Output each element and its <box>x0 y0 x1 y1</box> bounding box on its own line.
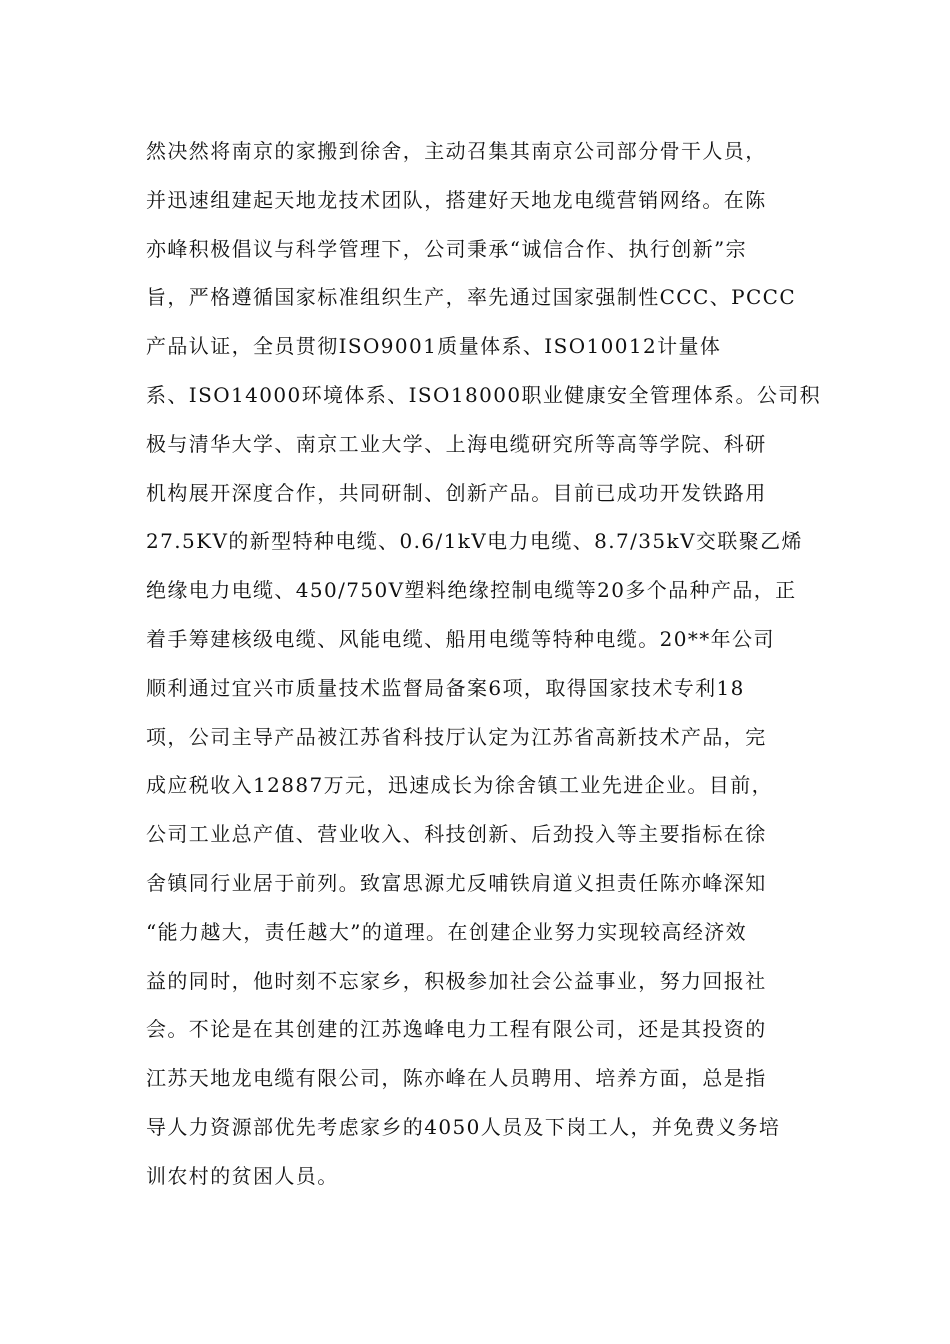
text-line: 旨，严格遵循国家标准组织生产，率先通过国家强制性CCC、PCCC <box>146 285 797 310</box>
text-line: 并迅速组建起天地龙技术团队，搭建好天地龙电缆营销网络。在陈 <box>146 187 767 212</box>
text-line: 训农村的贫困人员。 <box>146 1163 339 1188</box>
text-line: 导人力资源部优先考虑家乡的4050人员及下岗工人，并免费义务培 <box>146 1114 781 1139</box>
text-line: 产品认证，全员贯彻ISO9001质量体系、ISO10012计量体 <box>146 334 722 359</box>
text-line: 项，公司主导产品被江苏省科技厅认定为江苏省高新技术产品，完 <box>146 724 767 749</box>
text-line: 亦峰积极倡议与科学管理下，公司秉承“诚信合作、执行创新”宗 <box>146 236 748 261</box>
text-line: 会。不论是在其创建的江苏逸峰电力工程有限公司，还是其投资的 <box>146 1017 767 1042</box>
text-line: 成应税收入12887万元，迅速成长为徐舍镇工业先进企业。目前， <box>146 773 774 798</box>
text-line: 27.5KV的新型特种电缆、0.6/1kV电力电缆、8.7/35kV交联聚乙烯 <box>146 529 803 554</box>
text-line: 公司工业总产值、营业收入、科技创新、后劲投入等主要指标在徐 <box>146 822 767 847</box>
text-line: 舍镇同行业居于前列。致富思源尤反哺铁肩道义担责任陈亦峰深知 <box>146 870 767 895</box>
text-line: 机构展开深度合作，共同研制、创新产品。目前已成功开发铁路用 <box>146 480 767 505</box>
document-body-text <box>146 131 826 1205</box>
text-line: 绝缘电力电缆、450/750V塑料绝缘控制电缆等20多个品种产品，正 <box>146 578 797 603</box>
text-line: 着手筹建核级电缆、风能电缆、船用电缆等特种电缆。20**年公司 <box>146 626 775 651</box>
text-line: “能力越大，责任越大”的道理。在创建企业努力实现较高经济效 <box>146 919 748 944</box>
text-line: 顺利通过宜兴市质量技术监督局备案6项，取得国家技术专利18 <box>146 675 745 700</box>
text-line: 然决然将南京的家搬到徐舍，主动召集其南京公司部分骨干人员， <box>146 139 767 163</box>
text-line: 系、ISO14000环境体系、ISO18000职业健康安全管理体系。公司积 <box>146 382 822 407</box>
text-line: 极与清华大学、南京工业大学、上海电缆研究所等高等学院、科研 <box>146 431 767 456</box>
text-line: 江苏天地龙电缆有限公司，陈亦峰在人员聘用、培养方面，总是指 <box>146 1066 767 1091</box>
text-line: 益的同时，他时刻不忘家乡，积极参加社会公益事业，努力回报社 <box>146 968 767 993</box>
